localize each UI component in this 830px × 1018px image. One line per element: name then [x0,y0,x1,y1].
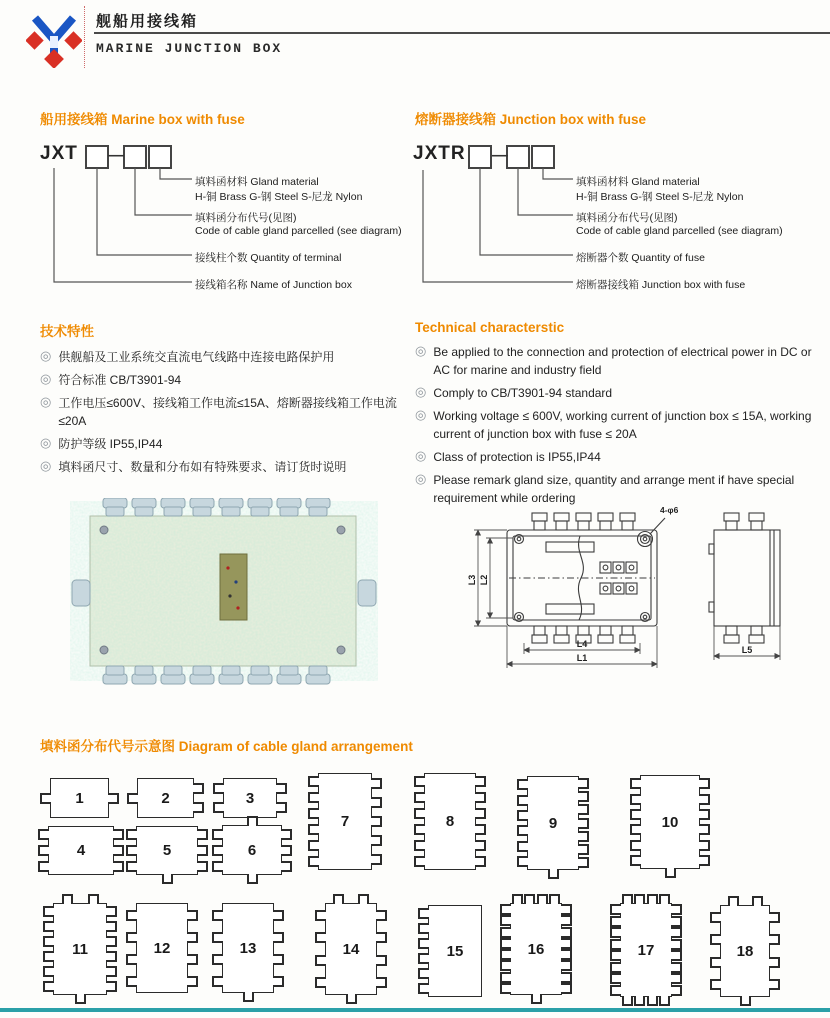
cable-gland-tab [126,845,137,856]
tech-bullet [40,371,412,389]
cable-gland-tab [273,932,284,943]
cable-gland-tab [578,831,589,842]
cable-gland-tab [106,951,117,962]
cable-gland-tab [315,910,326,921]
cable-gland-tab [187,932,198,943]
tech-bullet [415,384,815,402]
cable-gland-tab [418,938,429,949]
gland-box-number: 11 [72,940,88,958]
cable-gland-tab [75,994,86,1004]
cable-gland-tab [647,894,658,904]
tech-bullet [415,407,815,443]
cable-gland-tab [243,992,254,1002]
cable-gland-tab [126,829,137,840]
cable-gland-tab [671,973,682,984]
cable-gland-tab [578,804,589,815]
cable-gland-tab [548,869,559,879]
cable-gland-tab [212,910,223,921]
label-box-name: 熔断器接线箱 Junction box with fuse [576,279,746,291]
cable-gland-tab [634,996,645,1006]
cable-gland-tab [308,792,319,803]
gland-box-3 [223,778,277,818]
cable-gland-tab [671,916,682,927]
cable-gland-tab [622,894,633,904]
cable-gland-tab [273,910,284,921]
heading-tech-cn: 技术特性 [40,324,94,339]
cable-gland-tab [671,904,682,915]
page-title-en: MARINE JUNCTION BOX [96,41,283,56]
cable-gland-tab [549,894,560,904]
dim-label-l1: L1 [576,653,588,663]
cable-gland-tab [333,894,344,904]
cable-gland-tab [630,840,641,851]
cable-gland-tab [561,938,572,949]
gland-box-number: 4 [76,842,86,859]
cable-gland-tab [371,816,382,827]
cable-gland-tab [671,985,682,996]
cable-gland-tab [281,845,292,856]
gland-box-number: 9 [548,814,558,832]
cable-gland-tab [610,916,621,927]
ring-icon: ◎ [415,448,427,463]
cable-gland-tab [659,996,670,1006]
cable-gland-tab [213,802,224,813]
tech-bullet-text: Working voltage ≤ 600V, working current of junction box ≤ 15A, working current of junction box with fuse ≤ 20A [433,409,812,441]
tech-bullet-text: 供舰船及工业系统交直流电气线路中连接电路保护用 [58,350,335,364]
cable-gland-tab [512,894,523,904]
cable-gland-tab [561,915,572,926]
tech-bullet-list-cn [40,348,412,476]
cable-gland-tab [106,981,117,992]
label-gland-code-cn: 填料函分布代号(见图) [576,212,678,224]
cable-gland-tab [500,972,511,983]
cable-gland-tab [475,840,486,851]
cable-gland-tab [276,783,287,794]
gland-box-number: 1 [75,789,84,807]
cable-gland-tab [414,840,425,851]
cable-gland-tab [308,776,319,787]
cable-gland-tab [414,776,425,787]
gland-box-10 [640,775,700,869]
cable-gland-tab [376,955,387,966]
cable-gland-tab [610,985,621,996]
ring-icon: ◎ [415,471,427,486]
gland-box-6 [222,825,282,875]
cable-gland-tab [517,856,528,867]
model-code-diagram-jxtr [413,138,818,306]
cable-gland-tab [561,960,572,971]
junction-box-photo [70,498,378,686]
cable-gland-tab [500,915,511,926]
cable-gland-tab [630,809,641,820]
nameplate-label [220,554,247,620]
cable-gland-tab [212,861,223,872]
cable-gland-tab [43,936,54,947]
ring-icon: ◎ [415,407,427,422]
model-code-diagram-jxt [40,138,412,306]
cable-gland-tab [475,776,486,787]
heading-fuse-box: 熔断器接线箱 Junction box with fuse [415,112,647,127]
cable-gland-tab [610,939,621,950]
cable-gland-tab [371,835,382,846]
cable-gland-tab [517,810,528,821]
gland-box-17 [620,903,672,997]
cable-gland-tab [308,808,319,819]
cable-gland-tab [622,996,633,1006]
cable-gland-tab [308,856,319,867]
cable-gland-tab [126,910,137,921]
ring-icon: ◎ [415,384,427,399]
gland-box-15 [428,905,482,997]
tech-bullet-list-en [415,343,815,507]
footer-rule [0,1008,830,1012]
cable-gland-tab [193,802,204,813]
tech-bullet-text: Class of protection is IP55,IP44 [433,450,601,464]
cable-gland-tab [126,932,137,943]
label-gland-code-cn: 填料函分布代号(见图) [195,212,297,224]
label-gland-code-en: Code of cable gland parcelled (see diagram) [195,225,402,237]
label-gland-code-en: Code of cable gland parcelled (see diagram) [576,225,783,237]
cable-gland-tab [371,778,382,789]
tech-bullet [415,448,815,466]
header-rule [94,32,830,34]
ring-icon: ◎ [40,371,52,386]
cable-gland-tab [371,854,382,865]
cable-gland-tab [659,894,670,904]
cable-gland-tab [43,966,54,977]
cable-gland-tab [273,954,284,965]
cable-gland-tab [113,845,124,856]
cable-gland-tab [630,794,641,805]
gland-box-7 [318,773,372,870]
label-box-name: 接线箱名称 Name of Junction box [195,279,352,291]
cable-gland-tab [610,904,621,915]
cable-gland-tab [699,794,710,805]
cable-gland-tab [665,868,676,878]
gland-box-number: 14 [342,940,360,958]
tech-bullet-text: 工作电压≤600V、接线箱工作电流≤15A、熔断器接线箱工作电流≤20A [58,396,397,428]
cable-gland-tab [315,932,326,943]
model-dash: — [492,147,508,164]
label-gland-material-options: H-铜 Brass G-钢 Steel S-尼龙 Nylon [195,191,363,203]
gland-box-number: 10 [661,813,679,831]
tech-bullet [40,394,412,430]
gland-box-number: 13 [239,939,257,957]
cable-gland-tab [38,845,49,856]
cable-gland-tab [212,845,223,856]
cable-gland-tab [315,977,326,988]
cable-gland-tab [38,861,49,872]
cable-gland-tab [127,793,138,804]
cable-gland-tab [699,855,710,866]
cable-gland-tab [106,966,117,977]
cable-gland-tab [376,932,387,943]
company-logo [26,6,82,68]
company-logo-graphic [26,6,82,68]
gland-box-8 [424,773,476,870]
cable-gland-tab [671,950,682,961]
cable-gland-tab [531,994,542,1004]
cable-gland-tab [578,818,589,829]
cable-gland-tab [212,829,223,840]
cable-gland-tab [212,954,223,965]
cable-gland-tab [500,960,511,971]
heading-gland-arrangement: 填料函分布代号示意图 Diagram of cable gland arrangement [40,739,413,754]
gland-box-11 [53,903,107,995]
cable-gland-tab [578,778,589,789]
gland-box-2 [137,778,194,818]
cable-gland-tab [699,840,710,851]
gland-box-4 [48,826,114,875]
cable-gland-tab [43,981,54,992]
cable-gland-tab [197,829,208,840]
label-fuse-quantity: 熔断器个数 Quantity of fuse [576,252,705,264]
cable-gland-tab [376,910,387,921]
cable-gland-tab [699,778,710,789]
cable-gland-tab [500,927,511,938]
cable-gland-tab [187,954,198,965]
tech-section-en [415,320,815,512]
model-dash: — [108,147,124,164]
cable-gland-tab [710,912,721,923]
cable-gland-tab [418,968,429,979]
cable-gland-tab [315,955,326,966]
cable-gland-tab [524,894,535,904]
cable-gland-tab [537,894,548,904]
ring-icon: ◎ [40,348,52,363]
cable-gland-tab [358,894,369,904]
gland-box-number: 17 [637,941,655,959]
cable-gland-tab [43,906,54,917]
label-gland-material: 填料函材料 Gland material [195,176,319,188]
gland-box-number: 12 [153,939,171,957]
cable-gland-tab [475,856,486,867]
cable-gland-tab [634,894,645,904]
cable-gland-tab [212,932,223,943]
cable-gland-tab [418,908,429,919]
cable-gland-tab [212,976,223,987]
dim-label-l4: L4 [576,639,588,649]
cable-gland-tab [106,936,117,947]
heading-tech-en: Technical characterstic [415,320,565,335]
gland-box-number: 6 [247,841,257,859]
cable-gland-tab [43,921,54,932]
tech-bullet-text: Comply to CB/T3901-94 standard [433,386,613,400]
gland-box-16 [510,903,562,995]
cable-gland-tab [710,957,721,968]
cable-gland-tab [500,949,511,960]
cable-gland-tab [371,797,382,808]
cable-gland-tab [197,845,208,856]
cable-gland-tab [561,983,572,994]
gland-box-13 [222,903,274,993]
cable-gland-tab [769,957,780,968]
model-prefix-jxt: JXT [40,143,78,164]
cable-gland-tab [740,996,751,1006]
label-terminal-quantity: 接线柱个数 Quantity of terminal [195,252,342,264]
cable-gland-tab [630,824,641,835]
cable-gland-tab [500,938,511,949]
dim-label-l2: L2 [479,574,489,586]
cable-gland-tab [414,792,425,803]
cable-gland-tab [162,874,173,884]
tech-bullet-text: 填料函尺寸、数量和分布如有特殊要求、请订货时说明 [58,460,347,474]
dimension-drawing-graphic [462,498,807,698]
cable-gland-tab [752,896,763,906]
cable-gland-tab [414,808,425,819]
cable-gland-tab [517,841,528,852]
cable-gland-tab [561,949,572,960]
gland-box-5 [136,826,198,875]
cable-gland-tab [710,934,721,945]
product-photo [70,498,378,686]
cable-gland-tab [276,802,287,813]
cable-gland-tab [308,840,319,851]
cable-gland-tab [578,844,589,855]
cable-gland-tab [475,792,486,803]
cable-gland-tab [517,825,528,836]
cable-gland-tab [414,824,425,835]
cable-gland-tab [671,927,682,938]
cable-gland-tab [187,910,198,921]
dim-label-l5: L5 [741,645,753,655]
tech-bullet [40,458,412,476]
cable-gland-tab [43,951,54,962]
cable-gland-tab [113,829,124,840]
cable-gland-tab [108,793,119,804]
cable-gland-tab [630,778,641,789]
cable-gland-tab [213,783,224,794]
gland-box-1 [50,778,109,818]
cable-gland-tab [126,976,137,987]
cable-gland-tab [769,912,780,923]
cable-gland-tab [561,927,572,938]
cable-gland-tab [418,923,429,934]
ring-icon: ◎ [40,435,52,450]
cable-gland-tab [418,983,429,994]
header-dotted-divider [84,6,85,68]
ring-icon: ◎ [40,394,52,409]
tech-bullet [40,348,412,366]
label-gland-material: 填料函材料 Gland material [576,176,700,188]
page-title-cn: 舰船用接线箱 [96,13,199,30]
cable-gland-tab [728,896,739,906]
cable-gland-tab [126,861,137,872]
cable-gland-tab [671,962,682,973]
cable-gland-tab [187,976,198,987]
gland-box-number: 8 [445,813,455,830]
cable-gland-tab [561,904,572,915]
cable-gland-tab [113,861,124,872]
cable-gland-tab [630,855,641,866]
gland-box-number: 2 [161,789,170,807]
gland-box-number: 5 [162,842,172,859]
cable-gland-tab [500,904,511,915]
cable-gland-tab [88,894,99,904]
tech-section-cn [40,320,412,481]
gland-box-18 [720,905,770,997]
gland-box-12 [136,903,188,993]
tech-bullet [40,435,412,453]
cable-gland-tab [106,921,117,932]
ring-icon: ◎ [415,343,427,358]
tech-bullet-text: 防护等级 IP55,IP44 [58,437,163,451]
gland-arrangement-canvas [30,760,822,1006]
cable-gland-tab [500,983,511,994]
cable-gland-tab [475,808,486,819]
ring-icon: ◎ [40,458,52,473]
tech-bullet [415,343,815,379]
cable-gland-tab [699,824,710,835]
cable-gland-tab [308,824,319,835]
cable-gland-tab [418,953,429,964]
dim-label-l3: L3 [467,574,477,586]
cable-gland-tab [769,979,780,990]
cable-gland-tab [346,994,357,1004]
gland-box-number: 18 [736,942,754,960]
cable-gland-tab [610,962,621,973]
cable-gland-tab [376,977,387,988]
tech-bullet-text: Please remark gland size, quantity and arrange ment if have special requirement while ordering [433,473,795,505]
cable-gland-tab [769,934,780,945]
cable-gland-tab [517,779,528,790]
cable-gland-tab [273,976,284,987]
cable-gland-tab [647,996,658,1006]
cable-gland-tab [40,793,51,804]
cable-gland-tab [197,861,208,872]
cable-gland-tab [699,809,710,820]
gland-box-number: 3 [245,789,255,807]
cable-gland-tab [281,861,292,872]
cable-gland-tab [578,857,589,868]
hole-callout: 4-φ6 [660,505,679,515]
gland-box-number: 16 [527,940,545,958]
heading-marine-box: 船用接线箱 Marine box with fuse [40,112,245,127]
gland-box-number: 15 [446,942,464,960]
cable-gland-tab [126,954,137,965]
cable-gland-tab [247,816,258,826]
cable-gland-tab [62,894,73,904]
gland-box-14 [325,903,377,995]
dimension-drawing [462,498,807,698]
model-prefix-jxtr: JXTR [413,143,466,164]
cable-gland-tab [610,973,621,984]
cable-gland-tab [610,950,621,961]
cable-gland-tab [517,795,528,806]
cable-gland-tab [561,972,572,983]
cable-gland-tab [281,829,292,840]
cable-gland-tab [610,927,621,938]
tech-bullet-text: 符合标准 CB/T3901-94 [58,373,182,387]
gland-box-9 [527,776,579,870]
cable-gland-tab [710,979,721,990]
tech-bullet-text: Be applied to the connection and protection of electrical power in DC or AC for marine and industry field [433,345,812,377]
cable-gland-tab [247,874,258,884]
cable-gland-tab [578,791,589,802]
cable-gland-tab [414,856,425,867]
cable-gland-tab [193,783,204,794]
cable-gland-tab [106,906,117,917]
cable-gland-tab [38,829,49,840]
label-gland-material-options: H-铜 Brass G-钢 Steel S-尼龙 Nylon [576,191,744,203]
cable-gland-tab [671,939,682,950]
cable-gland-tab [475,824,486,835]
gland-box-number: 7 [340,813,350,830]
